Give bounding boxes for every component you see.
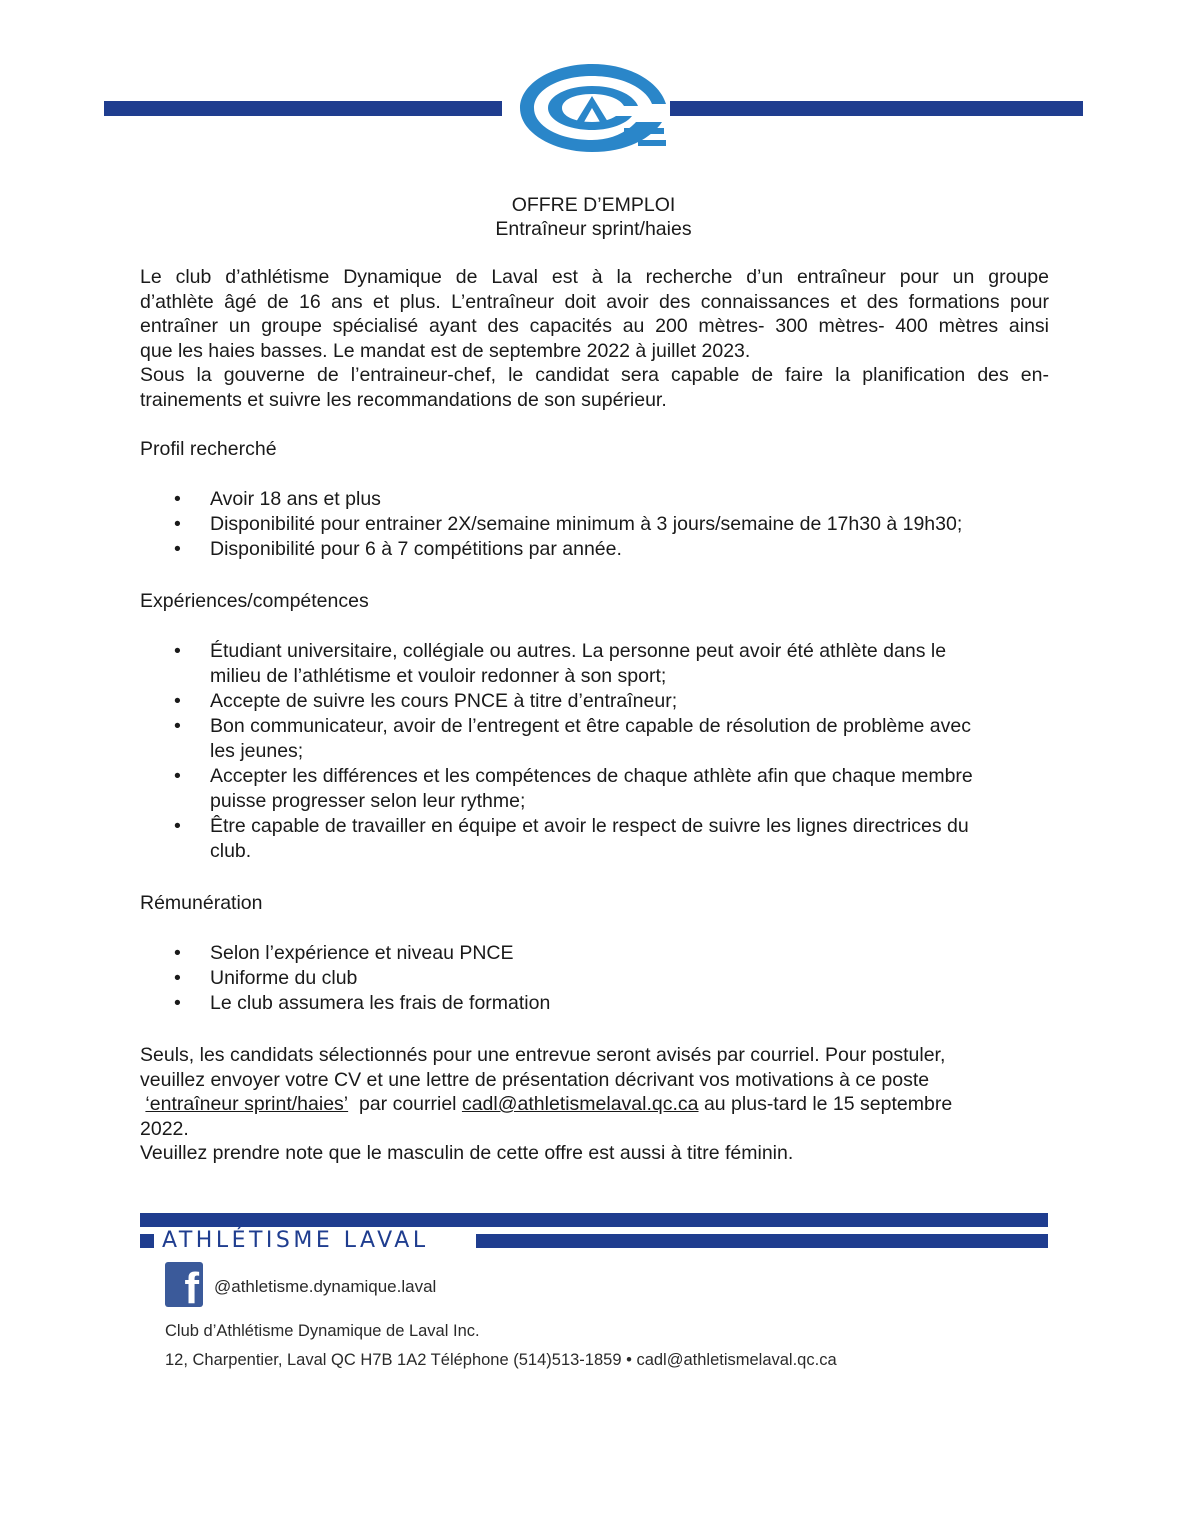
cadl-logo-icon (512, 60, 672, 156)
closing-line: veuillez envoyer votre CV et une lettre de présentation décrivant vos motivations à ce poste (140, 1068, 930, 1091)
facebook-handle[interactable]: @athletisme.dynamique.laval (214, 1277, 437, 1296)
intro-line: Sous la gouverne de l’entraineur-chef, le candidat sera capable de faire la planification des en- (140, 364, 1049, 386)
facebook-icon[interactable]: f (165, 1262, 203, 1307)
experiences-list (140, 639, 1049, 864)
intro-line: entraîner un groupe spécialisé ayant des capacités au 200 mètres- 300 mètres- 400 mètres ainsi (140, 315, 1049, 337)
list-item: • Accepte de suivre les cours PNCE à titre d’entraîneur; (174, 690, 678, 712)
list-item: • Accepter les différences et les compétences de chaque athlète afin que chaque membre puisse progresser selon leur rythme; (174, 765, 973, 812)
list-item: • Disponibilité pour entrainer 2X/semaine minimum à 3 jours/semaine de 17h30 à 19h30; (174, 513, 963, 535)
closing-line: Veuillez prendre note que le masculin de cette offre est aussi à titre féminin. (140, 1142, 794, 1164)
intro-line: d’athlète âgé de 16 ans et plus. L’entraîneur doit avoir des connaissances et des formations pour (140, 290, 1049, 313)
closing-line: Seuls, les candidats sélectionnés pour une entrevue seront avisés par courriel. Pour postuler, (140, 1044, 946, 1066)
header-bar-right (670, 101, 1083, 116)
footer-brand: ATHLÉTISME LAVAL (162, 1228, 429, 1253)
job-title-reference: ‘entraîneur sprint/haies’ (145, 1093, 349, 1115)
list-item: • Selon l’expérience et niveau PNCE (174, 942, 514, 964)
closing-line: ‘entraîneur sprint/haies’ par courriel cadl@athletismelaval.qc.ca au plus-tard le 15 septembre (145, 1093, 953, 1115)
list-item: • Avoir 18 ans et plus (174, 488, 381, 510)
intro-line: Le club d’athlétisme Dynamique de Laval est à la recherche d’un entraîneur pour un groupe (140, 266, 1049, 288)
closing-line: 2022. (140, 1117, 189, 1140)
footer-bar-top (140, 1213, 1048, 1227)
list-item: • Être capable de travailler en équipe et avoir le respect de suivre les lignes directrices du club. (174, 815, 969, 862)
job-offer-subtitle: Entraîneur sprint/haies (495, 218, 692, 240)
footer-bar-right (476, 1234, 1048, 1248)
intro-line: que les haies basses. Le mandat est de septembre 2022 à juillet 2023. (140, 339, 751, 362)
list-item: • Disponibilité pour 6 à 7 compétitions par année. (174, 538, 622, 560)
remuneration-list (140, 941, 1049, 1016)
remuneration-heading: Rémunération (140, 892, 263, 914)
list-item: • Étudiant universitaire, collégiale ou autres. La personne peut avoir été athlète dans le milieu de l’athlétisme et vouloir redonner à son sport; (174, 640, 947, 687)
list-item: • Bon communicateur, avoir de l’entregent et être capable de résolution de problème avec les jeunes; (174, 715, 971, 762)
profil-list (140, 487, 1049, 562)
list-item: • Le club assumera les frais de formation (174, 992, 551, 1014)
contact-email-link[interactable]: cadl@athletismelaval.qc.ca (461, 1093, 699, 1115)
job-offer-title: OFFRE D’EMPLOI (511, 194, 676, 216)
intro-paragraph (140, 265, 1049, 412)
club-name: Club d’Athlétisme Dynamique de Laval Inc. (165, 1322, 480, 1340)
experiences-heading: Expériences/compétences (140, 590, 369, 612)
intro-line: trainements et suivre les recommandations de son supérieur. (140, 388, 667, 411)
header-bar-left (104, 101, 502, 116)
list-item: • Uniforme du club (174, 967, 358, 989)
closing-paragraph (140, 1043, 1049, 1166)
profil-heading: Profil recherché (140, 438, 277, 460)
footer-bar-small (140, 1234, 154, 1248)
club-address: 12, Charpentier, Laval QC H7B 1A2 Téléphone (514)513-1859 • cadl@athletismelaval.qc.ca (165, 1351, 837, 1369)
